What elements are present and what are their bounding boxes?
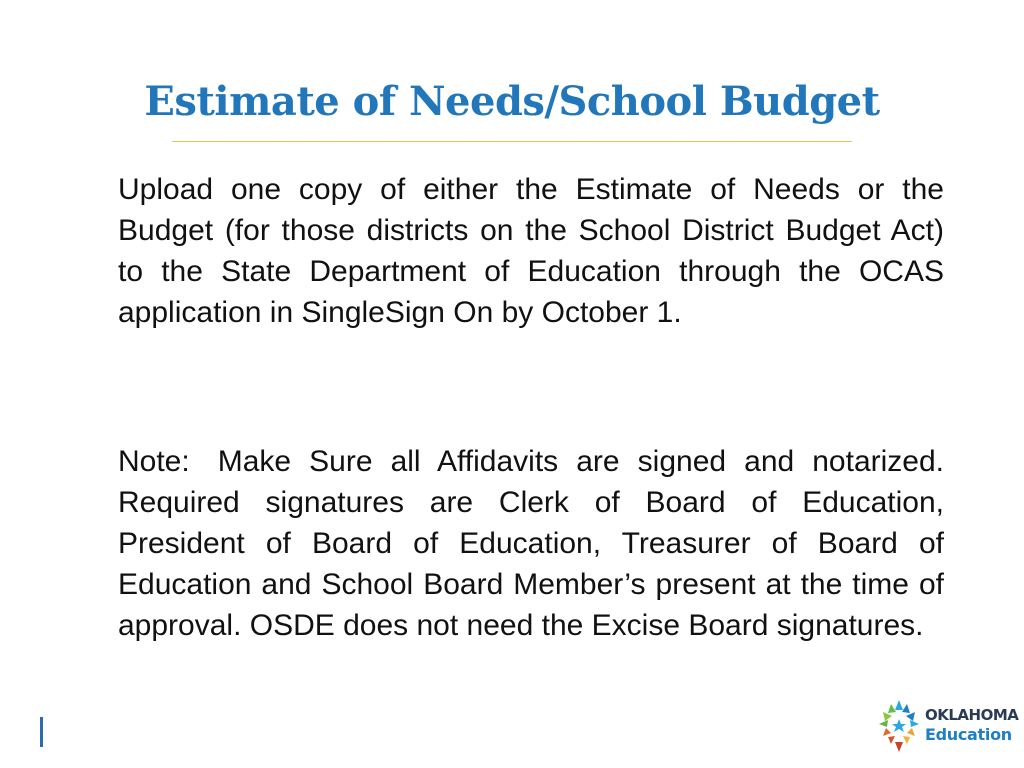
instruction-paragraph: Upload one copy of either the Estimate of Needs or the Budget (for those districts on the School District Budget Act) to the State Department of Education through the OCAS application in SingleSign On by October 1. bbox=[118, 173, 944, 329]
title-underline bbox=[172, 141, 852, 142]
oklahoma-education-logo bbox=[877, 698, 1017, 756]
note-label: Note: bbox=[118, 445, 190, 478]
slide-edge-marker bbox=[40, 717, 43, 747]
oklahoma-star-logo-icon bbox=[877, 698, 921, 754]
logo-wordmark-education: Education bbox=[925, 725, 1012, 744]
slide-title: Estimate of Needs/School Budget bbox=[144, 78, 880, 125]
logo-wordmark-oklahoma: OKLAHOMA bbox=[925, 706, 1019, 724]
note-text: Make Sure all Affidavits are signed and notarized. Required signatures are Clerk of Board of Education, President of Board of Education, Treasurer of Board of Education and School Board Member’s present at the time of approval. OSDE does not need the Excise Board signatures. bbox=[118, 445, 944, 642]
note-paragraph bbox=[118, 441, 944, 646]
